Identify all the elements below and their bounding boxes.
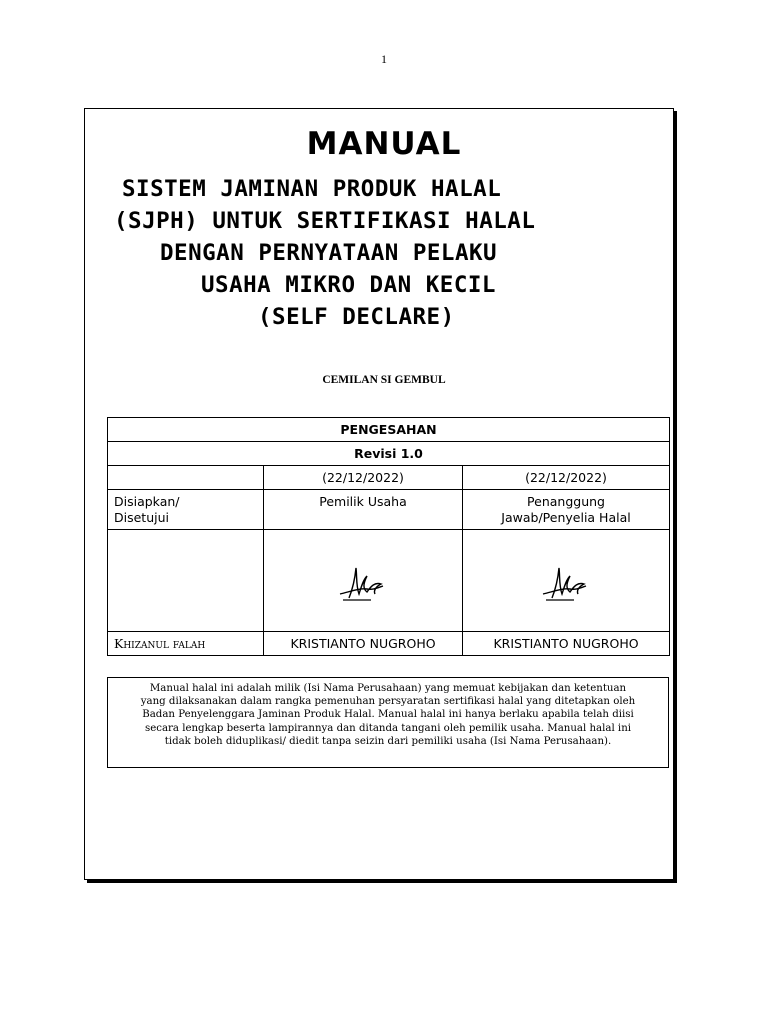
- approval-heading: PENGESAHAN: [108, 418, 670, 442]
- notice-line-1: Manual halal ini adalah milik (Isi Nama Perusahaan) yang memuat kebijakan dan ketentuan: [149, 683, 627, 694]
- prepared-label-cell: [108, 490, 264, 530]
- prepared-label-line1: Disiapkan/: [114, 494, 180, 509]
- revision-label: Revisi 1.0: [108, 442, 670, 466]
- document-title: MANUAL: [306, 126, 462, 162]
- subtitle-line-2: (SJPH) UNTUK SERTIFIKASI HALAL: [114, 208, 536, 234]
- approval-table: [107, 417, 670, 656]
- owner-signature-cell: [264, 530, 463, 632]
- owner-name: KRISTIANTO NUGROHO: [264, 632, 463, 656]
- empty-cell: [108, 466, 264, 490]
- page-number: 1: [381, 52, 387, 66]
- prepared-signature-cell: [108, 530, 264, 632]
- supervisor-signature: [540, 564, 592, 604]
- notice-line-4: secara lengkap beserta lampirannya dan ditanda tangani oleh pemilik usaha. Manual halal ini: [144, 722, 632, 734]
- subtitle-line-5: (SELF DECLARE): [258, 304, 455, 330]
- owner-date: (22/12/2022): [264, 466, 463, 490]
- notice-line-5: tidak boleh diduplikasi/ diedit tanpa seizin dari pemiliki usaha (Isi Nama Perusahaan).: [164, 735, 612, 747]
- supervisor-role-cell: [463, 490, 670, 530]
- prepared-label-line2: Disetujui: [114, 510, 169, 525]
- notice-line-2: yang dilaksanakan dalam rangka pemenuhan persyaratan sertifikasi halal yang ditetapkan oleh: [140, 696, 636, 708]
- owner-role: Pemilik Usaha: [264, 490, 463, 530]
- subtitle-line-3: DENGAN PERNYATAAN PELAKU: [160, 240, 498, 266]
- company-name: CEMILAN SI GEMBUL: [322, 374, 446, 386]
- ownership-notice: [107, 677, 669, 768]
- supervisor-role-line1: Penanggung: [527, 494, 605, 509]
- prepared-name: Khizanul falah: [108, 632, 264, 656]
- subtitle-line-1: SISTEM JAMINAN PRODUK HALAL: [122, 176, 502, 202]
- supervisor-signature-cell: [463, 530, 670, 632]
- notice-line-3: Badan Penyelenggara Jaminan Produk Halal. Manual halal ini hanya berlaku apabila telah diisi: [142, 709, 634, 721]
- supervisor-role-line2: Jawab/Penyelia Halal: [501, 510, 631, 525]
- subtitle-line-4: USAHA MIKRO DAN KECIL: [201, 272, 496, 298]
- supervisor-date: (22/12/2022): [463, 466, 670, 490]
- owner-signature: [337, 564, 389, 604]
- supervisor-name: KRISTIANTO NUGROHO: [463, 632, 670, 656]
